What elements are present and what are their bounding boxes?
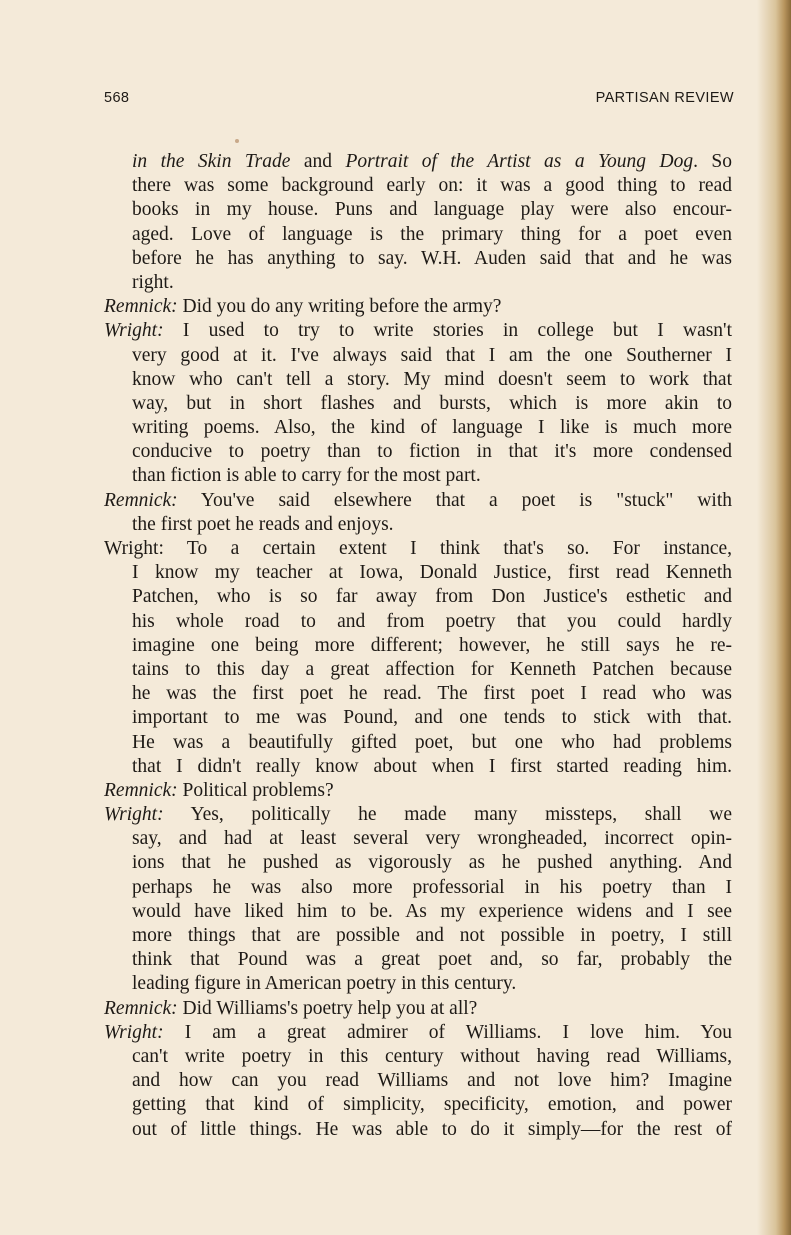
text-line: think that Pound was a great poet and, so far, probably the: [132, 949, 732, 971]
text-line: getting that kind of simplicity, specificity, emotion, and power: [132, 1094, 732, 1116]
text-fragment: and: [290, 151, 346, 172]
answer-line: [104, 1021, 732, 1045]
question-line: [104, 489, 732, 513]
text-line: right.: [132, 271, 174, 293]
text-line: that I didn't really know about when I first started reading him.: [132, 755, 732, 777]
text-line: the first poet he reads and enjoys.: [132, 513, 394, 535]
text-line: know who can't tell a story. My mind doesn't seem to work that: [132, 368, 732, 390]
text-line: books in my house. Puns and language play were also encour-: [132, 199, 732, 221]
text-fragment: Did you do any writing before the army?: [177, 296, 502, 318]
text-line: way, but in short flashes and bursts, which is more akin to: [132, 392, 732, 414]
text-line: tains to this day a great affection for Kenneth Patchen because: [132, 658, 732, 680]
text-line: conducive to poetry than to fiction in that it's more condensed: [132, 441, 732, 463]
text-fragment: Did Williams's poetry help you at all?: [177, 997, 478, 1019]
text-line: leading figure in American poetry in this century.: [132, 973, 517, 995]
answer-line: [104, 803, 732, 827]
page-edge-shadow: [757, 0, 791, 1235]
text-fragment: You've said elsewhere that a poet is "stuck" with: [177, 489, 732, 511]
text-line: he was the first poet he read. The first poet I read who was: [132, 683, 732, 705]
speaker-remnick: Remnick:: [104, 489, 178, 511]
answer-line: [104, 319, 732, 343]
text-line: say, and had at least several very wrongheaded, incorrect opin-: [132, 828, 732, 850]
speaker-wright: Wright:: [104, 538, 164, 559]
text-line: writing poems. Also, the kind of language I like is much more: [132, 417, 732, 439]
text-line: perhaps he was also more professorial in his poetry than I: [132, 876, 732, 898]
text-line: than fiction is able to carry for the most part.: [132, 465, 481, 487]
text-fragment: Political problems?: [177, 779, 334, 801]
text-line: can't write poetry in this century without having read Williams,: [132, 1045, 732, 1067]
text-fragment: I used to try to write stories in college but I wasn't: [163, 320, 732, 342]
text-line: his whole road to and from poetry that you could hardly: [132, 610, 732, 632]
text-line: and how can you read Williams and not love him? Imagine: [132, 1070, 732, 1092]
text-line: Patchen, who is so far away from Don Justice's esthetic and: [132, 586, 732, 608]
text-line: out of little things. He was able to do it simply—for the rest of: [132, 1118, 732, 1140]
page-number: 568: [104, 90, 130, 106]
text-line: there was some background early on: it was a good thing to read: [132, 175, 732, 197]
text-line: important to me was Pound, and one tends to stick with that.: [132, 707, 732, 729]
running-head: PARTISAN REVIEW: [595, 90, 734, 106]
book-title: Portrait of the Artist as a Young Dog: [345, 151, 694, 172]
text-fragment: I am a great admirer of Williams. I love him. You: [163, 1021, 732, 1043]
speaker-wright: Wright:: [104, 320, 164, 342]
answer-line: [104, 537, 732, 561]
text-fragment: . So: [693, 151, 733, 172]
text-line: would have liked him to be. As my experience widens and I see: [132, 900, 732, 922]
speaker-remnick: Remnick:: [104, 997, 178, 1019]
page-header: [104, 90, 734, 112]
text-line: He was a beautifully gifted poet, but one who had problems: [132, 731, 732, 753]
speaker-wright: Wright:: [104, 804, 164, 826]
book-title: in the Skin Trade: [132, 151, 291, 172]
text-line: I know my teacher at Iowa, Donald Justice, first read Kenneth: [132, 562, 732, 584]
text-fragment: To a certain extent I think that's so. For instance,: [163, 538, 732, 559]
speaker-wright: Wright:: [104, 1021, 164, 1043]
body-text: [104, 150, 732, 1142]
text-line: [104, 150, 732, 174]
speaker-remnick: Remnick:: [104, 296, 178, 318]
speaker-remnick: Remnick:: [104, 779, 178, 801]
text-line: aged. Love of language is the primary thing for a poet even: [132, 223, 732, 245]
question-line: [104, 295, 732, 319]
ink-dot: [235, 139, 239, 143]
text-fragment: Yes, politically he made many missteps, shall we: [163, 804, 732, 826]
text-line: more things that are possible and not possible in poetry, I still: [132, 925, 732, 946]
question-line: [104, 997, 732, 1021]
text-line: ions that he pushed as vigorously as he pushed anything. And: [132, 852, 732, 874]
text-line: imagine one being more different; however, he still says he re-: [132, 634, 732, 656]
text-line: before he has anything to say. W.H. Auden said that and he was: [132, 247, 732, 269]
text-line: very good at it. I've always said that I am the one Southerner I: [132, 344, 732, 366]
question-line: [104, 779, 732, 803]
